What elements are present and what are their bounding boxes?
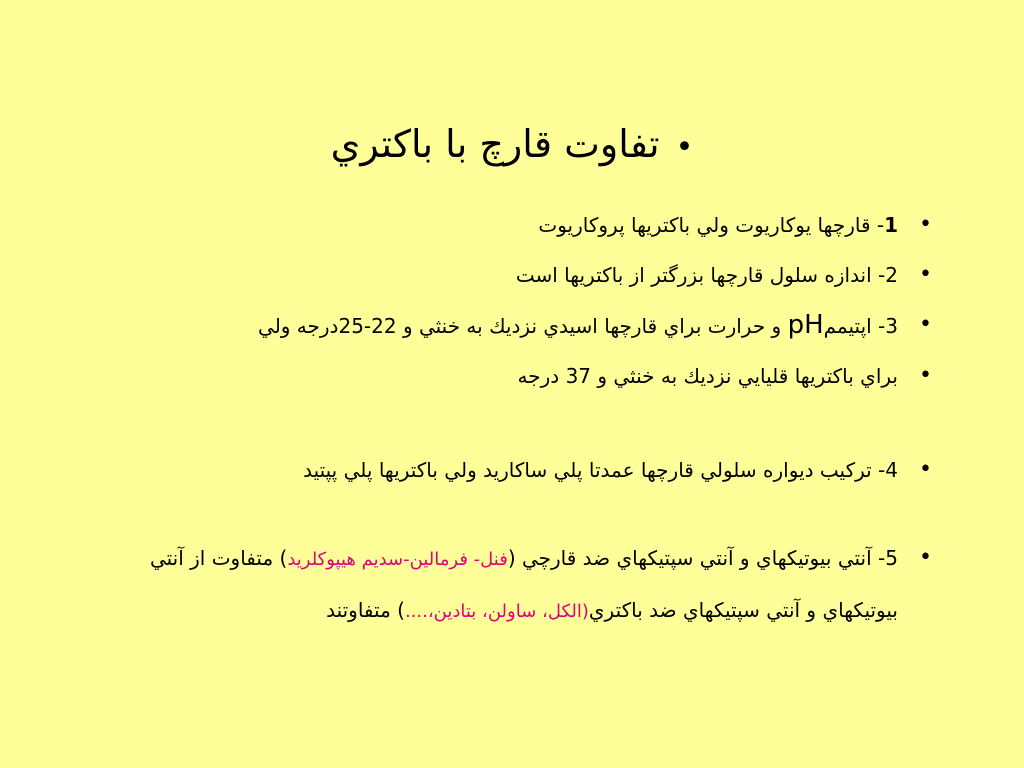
antifungal-agents: فنل- فرمالين-سديم هيپوكلريد — [287, 549, 508, 570]
bullet-dot: • — [919, 312, 932, 337]
item-text: 4- تركيب ديواره سلولي قارچها عمدتا پلي ساكاريد ولي باكتريها پلي پپتيد — [303, 458, 898, 482]
bullet-dot: • — [919, 262, 932, 287]
bullet-list — [72, 200, 932, 637]
spacer — [72, 401, 932, 445]
item-text: براي باكتريها قليايي نزديك به خنثي و 37 درجه — [517, 364, 898, 388]
item-text-cont: و حرارت براي قارچها اسيدي نزديك به خنثي و 22-25درجه ولي — [258, 314, 788, 338]
bullet-dot: • — [919, 545, 932, 570]
list-item — [72, 250, 932, 300]
list-item — [72, 445, 932, 495]
bullet-dot: • — [919, 457, 932, 482]
list-item — [72, 300, 932, 351]
item-number: 1 — [884, 213, 898, 237]
item-text: 5- آنتي بيوتيكهاي و آنتي سپتيكهاي ضد قارچي ( — [507, 546, 898, 570]
spacer — [72, 495, 932, 533]
ph-label: pH — [787, 310, 824, 340]
title-bullet: • — [675, 130, 694, 165]
item-text: 3- اپتيمم — [823, 314, 898, 338]
bullet-dot: • — [919, 212, 932, 237]
list-item — [72, 200, 932, 250]
item-text-line2-cont: ) متفاوتند — [326, 598, 405, 622]
item-text-cont: ) متفاوت از آنتي — [149, 546, 288, 570]
item-text-line2: بيوتيكهاي و آنتي سپتيكهاي ضد باكتري — [588, 598, 898, 622]
slide-title — [0, 118, 1024, 174]
item-text: - قارچها يوكاريوت ولي باكتريها پروكاريوت — [538, 213, 885, 237]
list-item — [72, 533, 932, 637]
item-text: 2- اندازه سلول قارچها بزرگتر از باكتريها است — [515, 263, 898, 287]
list-item — [72, 351, 932, 401]
title-text: تفاوت قارچ با باكتري — [330, 122, 660, 166]
antibacterial-agents: (الكل، ساولن، بتادين،.... — [404, 601, 589, 622]
bullet-dot: • — [919, 363, 932, 388]
